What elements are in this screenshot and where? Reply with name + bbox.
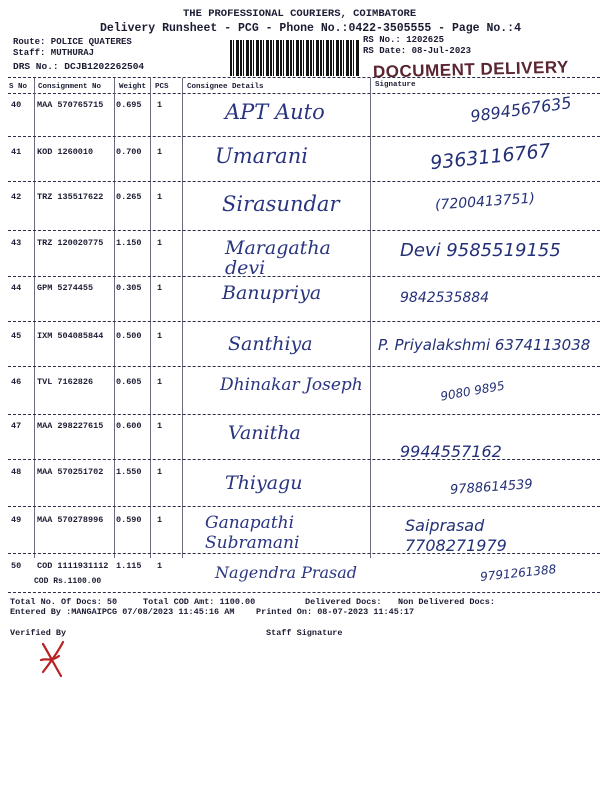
col-consignee: Consignee Details — [187, 83, 264, 91]
row-sno: 42 — [11, 192, 22, 202]
row-consignment-no: IXM 504085844 — [37, 331, 104, 341]
row-weight: 1.550 — [116, 467, 142, 477]
divider-consignment — [114, 78, 115, 558]
row-pcs: 1 — [157, 331, 163, 341]
header-bottom-rule — [8, 93, 600, 94]
row-rule — [8, 321, 600, 322]
header-top-rule — [8, 77, 600, 78]
row-consignment-no: GPM 5274455 — [37, 283, 94, 293]
row-sno: 41 — [11, 147, 22, 157]
col-sno: S No — [9, 83, 28, 91]
row-signature: 9788614539 — [449, 477, 534, 498]
verified-by-label: Verified By — [10, 628, 67, 638]
row-sno: 43 — [11, 238, 22, 248]
row-consignee-name: Banupriya — [222, 282, 322, 304]
verification-signature — [35, 638, 75, 680]
barcode-image — [230, 40, 360, 76]
row-consignee-name: Sirasundar — [222, 192, 340, 216]
row-pcs: 1 — [157, 561, 163, 571]
row-consignee-name: APT Auto — [225, 100, 325, 124]
row-consignee-name: Dhinakar Joseph — [220, 375, 363, 395]
divider-weight — [150, 78, 151, 558]
printed-on: Printed On: 08-07-2023 11:45:17 — [256, 607, 415, 617]
row-weight: 0.265 — [116, 192, 142, 202]
row-weight: 0.500 — [116, 331, 142, 341]
row-weight: 0.600 — [116, 421, 142, 431]
row-signature: P. Priyalakshmi 6374113038 — [378, 336, 591, 354]
row-rule — [8, 366, 600, 367]
rs-number: RS No.: 1202625 — [363, 35, 445, 45]
runsheet-subtitle: Delivery Runsheet - PCG - Phone No.:0422-3505555 - Page No.:4 — [100, 22, 521, 35]
col-weight: Weight — [119, 83, 147, 91]
row-sno: 40 — [11, 100, 22, 110]
row-pcs: 1 — [157, 283, 163, 293]
row-sno: 47 — [11, 421, 22, 431]
row-pcs: 1 — [157, 377, 163, 387]
row-consignment-no: MAA 570278996 — [37, 515, 104, 525]
row-signature: 9791261388 — [479, 562, 557, 584]
row-rule — [8, 553, 600, 554]
row-signature: 9894567635 — [469, 93, 573, 126]
row-rule — [8, 230, 600, 231]
row-weight: 0.700 — [116, 147, 142, 157]
row-sno: 44 — [11, 283, 22, 293]
row-weight: 0.605 — [116, 377, 142, 387]
row-rule — [8, 276, 600, 277]
row-rule — [8, 459, 600, 460]
row-weight: 0.695 — [116, 100, 142, 110]
row-signature: 9944557162 — [400, 442, 502, 461]
row-sno: 50 — [11, 561, 22, 571]
row-signature: Devi 9585519155 — [400, 240, 561, 261]
row-sno: 46 — [11, 377, 22, 387]
staff-label: Staff: MUTHURAJ — [13, 48, 95, 58]
row-consignee-name: Santhiya — [228, 333, 313, 355]
row-signature: 9842535884 — [400, 290, 490, 306]
staff-signature-label: Staff Signature — [266, 628, 343, 638]
row-signature: (7200413751) — [434, 190, 536, 214]
row-pcs: 1 — [157, 515, 163, 525]
non-delivered-docs: Non Delivered Docs: — [398, 597, 495, 607]
total-docs: Total No. Of Docs: 50 — [10, 597, 118, 607]
row-consignee-name: Thiyagu — [225, 472, 303, 494]
row-consignee-name: Ganapathi Subramani — [205, 513, 300, 553]
col-consignment: Consignment No — [38, 83, 102, 91]
route-label: Route: POLICE QUATERES — [13, 37, 132, 47]
total-cod-amount: Total COD Amt: 1100.00 — [143, 597, 256, 607]
row-pcs: 1 — [157, 467, 163, 477]
row-sno: 48 — [11, 467, 22, 477]
row-sno: 49 — [11, 515, 22, 525]
divider-pcs — [182, 78, 183, 558]
col-signature: Signature — [375, 81, 416, 89]
drs-number: DRS No.: DCJB1202262504 — [13, 61, 145, 72]
row-weight: 0.590 — [116, 515, 142, 525]
row-pcs: 1 — [157, 100, 163, 110]
row-consignee-name: Maragatha devi — [225, 237, 331, 279]
row-rule — [8, 136, 600, 137]
row-pcs: 1 — [157, 238, 163, 248]
row-consignee-name: Nagendra Prasad — [215, 563, 358, 582]
row-consignment-no: KOD 1260010 — [37, 147, 94, 157]
row-rule — [8, 181, 600, 182]
row-consignment-no: TVL 7162826 — [37, 377, 94, 387]
row-pcs: 1 — [157, 421, 163, 431]
row-consignment-no: MAA 570765715 — [37, 100, 104, 110]
row-weight: 0.305 — [116, 283, 142, 293]
row-consignment-no: MAA 570251702 — [37, 467, 104, 477]
row-pcs: 1 — [157, 192, 163, 202]
cod-amount-note: COD Rs.1100.00 — [34, 577, 102, 586]
row-signature: 9080 9895 — [439, 378, 506, 404]
row-pcs: 1 — [157, 147, 163, 157]
row-consignment-no: COD 1111931112 — [37, 561, 109, 571]
row-signature: Saiprasad 7708271979 — [405, 516, 507, 555]
runsheet-title: THE PROFESSIONAL COURIERS, COIMBATORE — [183, 8, 417, 20]
row-consignee-name: Vanitha — [228, 422, 301, 444]
row-rule — [8, 414, 600, 415]
document-delivery-stamp: DOCUMENT DELIVERY — [372, 57, 570, 82]
row-weight: 1.115 — [116, 561, 142, 571]
divider-consignee — [370, 78, 371, 558]
col-pcs: PCS — [155, 83, 169, 91]
row-consignment-no: MAA 298227615 — [37, 421, 104, 431]
row-sno: 45 — [11, 331, 22, 341]
row-rule — [8, 592, 600, 593]
row-signature: 9363116767 — [429, 139, 552, 175]
row-consignment-no: TRZ 120020775 — [37, 238, 104, 248]
row-rule — [8, 506, 600, 507]
delivered-docs: Delivered Docs: — [305, 597, 382, 607]
row-consignee-name: Umarani — [215, 144, 308, 168]
rs-date: RS Date: 08-Jul-2023 — [363, 46, 472, 56]
row-consignment-no: TRZ 135517622 — [37, 192, 104, 202]
divider-sno — [34, 78, 35, 558]
row-weight: 1.150 — [116, 238, 142, 248]
entered-by: Entered By :MANGAIPCG 07/08/2023 11:45:16 AM — [10, 607, 235, 617]
